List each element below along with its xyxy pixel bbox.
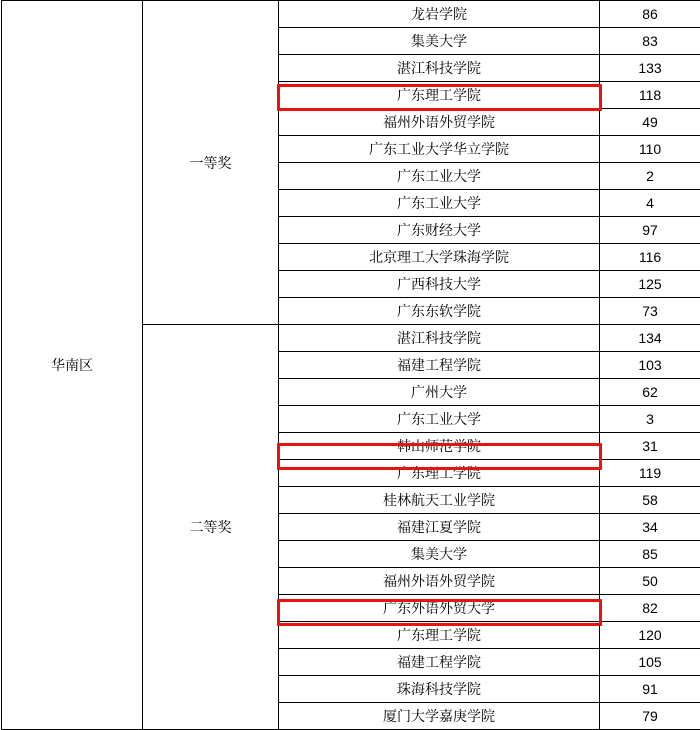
school-cell: 北京理工大学珠海学院 [279, 244, 600, 271]
school-cell: 广东财经大学 [279, 217, 600, 244]
school-cell: 广东理工学院 [279, 82, 600, 109]
school-cell: 集美大学 [279, 28, 600, 55]
score-cell: 103 [600, 352, 700, 379]
score-cell: 73 [600, 298, 700, 325]
score-cell: 105 [600, 649, 700, 676]
award-cell-first: 一等奖 [143, 1, 279, 325]
school-cell: 广东工业大学 [279, 406, 600, 433]
score-cell: 125 [600, 271, 700, 298]
school-cell: 广东理工学院 [279, 460, 600, 487]
school-cell: 湛江科技学院 [279, 325, 600, 352]
score-cell: 97 [600, 217, 700, 244]
score-cell: 31 [600, 433, 700, 460]
school-cell: 福建江夏学院 [279, 514, 600, 541]
score-cell: 4 [600, 190, 700, 217]
table-body [2, 1, 700, 730]
score-cell: 82 [600, 595, 700, 622]
score-cell: 86 [600, 1, 700, 28]
score-cell: 120 [600, 622, 700, 649]
score-cell: 110 [600, 136, 700, 163]
score-cell: 118 [600, 82, 700, 109]
school-cell: 广州大学 [279, 379, 600, 406]
score-cell: 133 [600, 55, 700, 82]
school-cell: 福州外语外贸学院 [279, 109, 600, 136]
school-cell: 广西科技大学 [279, 271, 600, 298]
school-cell: 广东理工学院 [279, 622, 600, 649]
score-cell: 79 [600, 703, 700, 730]
school-cell: 广东工业大学 [279, 163, 600, 190]
score-cell: 134 [600, 325, 700, 352]
school-cell: 厦门大学嘉庚学院 [279, 703, 600, 730]
score-cell: 116 [600, 244, 700, 271]
school-cell: 龙岩学院 [279, 1, 600, 28]
score-cell: 3 [600, 406, 700, 433]
table-row [2, 1, 700, 28]
region-cell: 华南区 [2, 1, 143, 730]
school-cell: 福州外语外贸学院 [279, 568, 600, 595]
school-cell: 韩山师范学院 [279, 433, 600, 460]
school-cell: 桂林航天工业学院 [279, 487, 600, 514]
school-cell: 集美大学 [279, 541, 600, 568]
school-cell: 湛江科技学院 [279, 55, 600, 82]
score-cell: 50 [600, 568, 700, 595]
score-cell: 91 [600, 676, 700, 703]
score-cell: 58 [600, 487, 700, 514]
school-cell: 广东工业大学华立学院 [279, 136, 600, 163]
school-cell: 珠海科技学院 [279, 676, 600, 703]
award-results-table [1, 0, 700, 730]
score-cell: 2 [600, 163, 700, 190]
school-cell: 广东工业大学 [279, 190, 600, 217]
school-cell: 广东东软学院 [279, 298, 600, 325]
score-cell: 49 [600, 109, 700, 136]
score-cell: 83 [600, 28, 700, 55]
award-cell-second: 二等奖 [143, 325, 279, 730]
score-cell: 34 [600, 514, 700, 541]
school-cell: 福建工程学院 [279, 649, 600, 676]
school-cell: 福建工程学院 [279, 352, 600, 379]
score-cell: 62 [600, 379, 700, 406]
score-cell: 119 [600, 460, 700, 487]
school-cell: 广东外语外贸大学 [279, 595, 600, 622]
score-cell: 85 [600, 541, 700, 568]
